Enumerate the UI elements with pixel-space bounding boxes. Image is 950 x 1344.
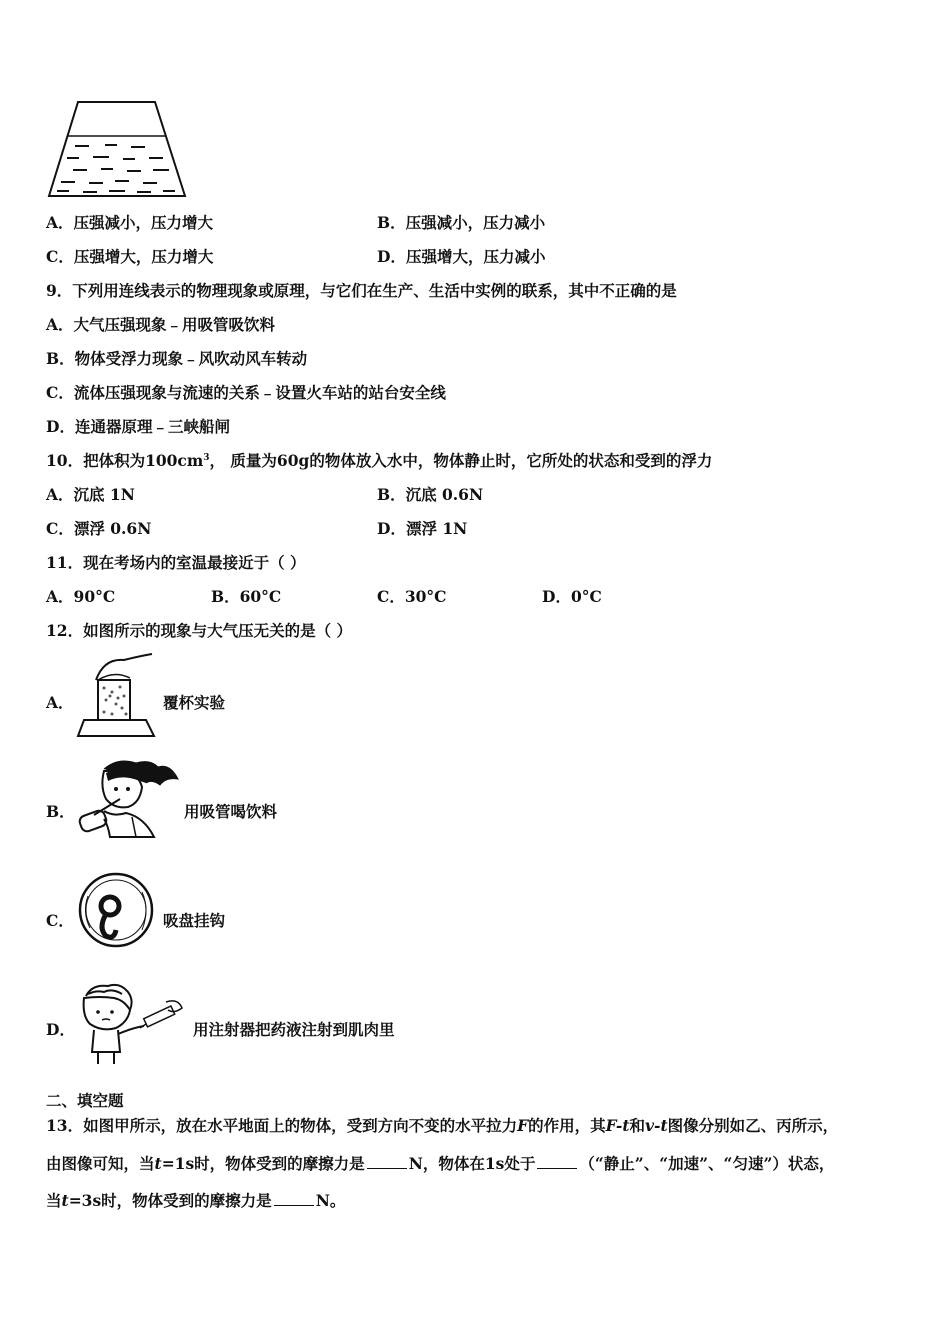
injection-icon: [74, 982, 186, 1068]
q11-option-b: B．60°C: [211, 587, 282, 606]
q12-stem: 12．如图所示的现象与大气压无关的是（ ）: [46, 621, 352, 640]
q11-stem: 11．现在考场内的室温最接近于（ ）: [46, 553, 306, 572]
q11-option-d: D．0°C: [542, 587, 602, 606]
q12-option-b-text: 用吸管喝饮料: [184, 802, 278, 821]
q13-line-2: 由图像可知，当t=1s时，物体受到的摩擦力是 N，物体在1s处于 （“静止”、“加速”、“匀速”）状态，: [46, 1154, 835, 1173]
q9-option-a: A．大气压强现象﹣用吸管吸饮料: [46, 315, 276, 334]
q12-option-b-letter: B．: [46, 802, 75, 821]
q10-option-c: C．漂浮 0.6N: [46, 519, 152, 538]
suction-cup-icon: [76, 872, 158, 950]
cup-experiment-icon: [74, 650, 160, 740]
q12-option-a-text: 覆杯实验: [163, 693, 226, 712]
girl-drinking-icon: [74, 757, 182, 849]
q10-option-a: A．沉底 1N: [46, 485, 135, 504]
q12-option-d-text: 用注射器把药液注射到肌肉里: [193, 1020, 395, 1039]
q9-option-b: B．物体受浮力现象﹣风吹动风车转动: [46, 349, 308, 368]
q8-option-d: D．压强增大，压力减小: [377, 247, 546, 266]
q11-option-c: C．30°C: [377, 587, 447, 606]
q10-option-d: D．漂浮 1N: [377, 519, 468, 538]
answer-blank-1[interactable]: [367, 1154, 407, 1169]
q10-stem: 10．把体积为$100cm^3$， 质量为60g的物体放入水中，物体静止时，它所处的状态和受到的浮力: [46, 451, 713, 470]
q9-stem: 9．下列用连线表示的物理现象或原理，与它们在生产、生活中实例的联系，其中不正确的是: [46, 281, 677, 300]
q12-option-c-text: 吸盘挂钩: [163, 911, 226, 930]
q12-option-c-letter: C．: [46, 911, 74, 930]
answer-blank-2[interactable]: [537, 1154, 577, 1169]
q8-option-b: B．压强减小，压力减小: [377, 213, 546, 232]
q12-option-d-letter: D．: [46, 1020, 75, 1039]
answer-blank-3[interactable]: [274, 1191, 314, 1206]
q11-option-a: A．90°C: [46, 587, 116, 606]
q10-option-b: B．沉底 0.6N: [377, 485, 484, 504]
section-title: 二、填空题: [46, 1091, 124, 1110]
q13-line-3: 当t=3s时，物体受到的摩擦力是 N。: [46, 1191, 346, 1210]
container-figure: [45, 98, 190, 200]
q12-option-a-letter: A．: [46, 693, 74, 712]
q8-option-a: A．压强减小，压力增大: [46, 213, 214, 232]
q8-option-c: C．压强增大，压力增大: [46, 247, 214, 266]
q9-option-d: D．连通器原理﹣三峡船闸: [46, 417, 230, 436]
q9-option-c: C．流体压强现象与流速的关系﹣设置火车站的站台安全线: [46, 383, 446, 402]
q13-line-1: 13．如图甲所示，放在水平地面上的物体，受到方向不变的水平拉力F的作用，其F-t和v-t图像分别如乙、丙所示，: [46, 1116, 839, 1135]
